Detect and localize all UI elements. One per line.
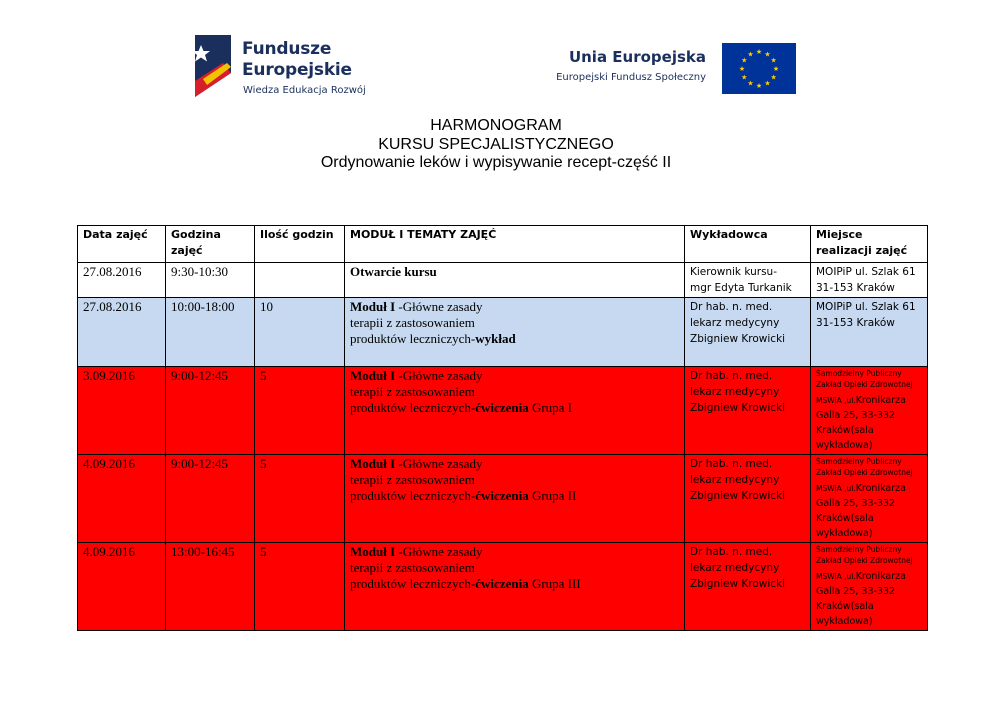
fundusze-line-2: Europejskie [242,60,352,80]
header-time: Godzina zajęć [166,226,255,263]
place-line: MSWiA ,ul. [816,572,856,581]
cell-place [811,367,928,455]
svg-text:★: ★ [770,56,777,65]
svg-text:★: ★ [755,82,763,90]
cell-place [811,298,928,367]
svg-text:★: ★ [741,73,748,82]
module-type: ćwiczenia [475,488,529,503]
module-text: terapii z zastosowaniem [350,472,475,487]
place-line: Kraków(sala [816,513,874,524]
place-line: Kronikarza [855,571,906,582]
lecturer-line: lekarz medycyny [690,386,780,398]
place-line: 31-153 Kraków [816,317,895,329]
cell-hours: 5 [255,543,345,631]
heading-line-3: Ordynowanie leków i wypisywanie recept-część II [320,154,672,171]
lecturer-line: mgr Edyta Turkanik [690,282,792,294]
module-text: produktów leczniczych- [350,400,476,415]
place-line: Kraków(sala [816,425,874,436]
module-text: -Główne zasady [395,368,483,383]
heading-line-1: HARMONOGRAM [430,117,562,134]
cell-time: 10:00-18:00 [166,298,255,367]
place-line: Zakład Opieki Zdrowotnej [816,380,913,389]
place-line: Samodzielny Publiczny [816,457,902,466]
lecturer-line: Zbigniew Krowicki [690,402,786,414]
place-line: Kraków(sala [816,601,874,612]
module-text: produktów leczniczych- [350,331,476,346]
lecturer-line: Dr hab. n. med. [690,370,773,382]
header-lecturer: Wykładowca [685,226,811,263]
place-line: Zakład Opieki Zdrowotnej [816,556,913,565]
module-text: terapii z zastosowaniem [350,315,475,330]
place-line: MSWiA ,ul. [816,396,856,405]
cell-date: 27.08.2016 [78,298,166,367]
module-bold: Moduł I [350,299,396,314]
module-bold: Moduł I [350,368,396,383]
place-line: 31-153 Kraków [816,282,895,294]
place-line: wykładowa) [816,616,873,627]
place-line: MOIPiP ul. Szlak 61 [816,266,916,278]
cell-lecturer [685,455,811,543]
ue-title: Unia Europejska [568,48,706,66]
cell-hours: 5 [255,455,345,543]
cell-lecturer [685,367,811,455]
module-bold: Moduł I [350,544,396,559]
lecturer-line: Kierownik kursu- [690,266,777,278]
module-type: wykład [475,331,516,346]
table-row [78,298,928,367]
place-line: wykładowa) [816,528,873,539]
lecturer-line: Dr hab. n. med. [690,458,773,470]
lecturer-line: lekarz medycyny [690,317,780,329]
svg-text:★: ★ [764,79,771,88]
fundusze-subtitle: Wiedza Edukacja Rozwój [243,85,366,96]
module-title: Otwarcie kursu [350,264,437,279]
lecturer-line: lekarz medycyny [690,562,780,574]
cell-hours [255,263,345,298]
svg-text:★: ★ [764,50,771,59]
cell-module [345,367,685,455]
svg-text:★: ★ [747,50,754,59]
cell-lecturer [685,298,811,367]
heading-line-2: KURSU SPECJALISTYCZNEGO [378,135,614,153]
cell-time: 9:00-12:45 [166,455,255,543]
cell-date: 4.09.2016 [78,543,166,631]
header-hours: Ilość godzin [255,226,345,263]
header-date: Data zajęć [78,226,166,263]
place-line: Galla 25, 33-332 [816,498,896,509]
cell-place [811,263,928,298]
svg-text:★: ★ [772,65,780,73]
place-line: Samodzielny Publiczny [816,545,902,554]
module-group: Grupa III [528,576,581,591]
ue-subtitle: Europejski Fundusz Społeczny [556,72,706,83]
module-bold: Moduł I [350,456,396,471]
document-heading [0,117,992,173]
header-module: MODUŁ I TEMATY ZAJĘĆ [345,226,685,263]
header-row [78,226,928,263]
place-line: Galla 25, 33-332 [816,410,896,421]
lecturer-line: Zbigniew Krowicki [690,578,786,590]
svg-text:★: ★ [738,65,746,73]
module-text: produktów leczniczych- [350,576,476,591]
table-row [78,367,928,455]
cell-lecturer [685,543,811,631]
cell-hours: 5 [255,367,345,455]
table-row [78,543,928,631]
lecturer-line: Dr hab. n. med. [690,546,773,558]
cell-module [345,298,685,367]
table-row [78,455,928,543]
lecturer-line: Zbigniew Krowicki [690,490,786,502]
cell-place [811,455,928,543]
cell-time: 9:00-12:45 [166,367,255,455]
cell-date: 3.09.2016 [78,367,166,455]
place-line: MOIPiP ul. Szlak 61 [816,301,916,313]
place-line: Kronikarza [855,395,906,406]
cell-module [345,263,685,298]
cell-hours: 10 [255,298,345,367]
table-row [78,263,928,298]
cell-module [345,543,685,631]
svg-text:★: ★ [755,48,763,56]
place-line: Samodzielny Publiczny [816,369,902,378]
lecturer-line: Zbigniew Krowicki [690,333,786,345]
svg-text:★: ★ [770,73,777,82]
module-text: -Główne zasady [395,299,483,314]
schedule-table [77,225,928,631]
lecturer-line: lekarz medycyny [690,474,780,486]
fundusze-europejskie-mark-icon [193,33,233,99]
cell-lecturer [685,263,811,298]
svg-text:★: ★ [747,79,754,88]
place-line: Galla 25, 33-332 [816,586,896,597]
svg-text:★: ★ [741,56,748,65]
cell-place [811,543,928,631]
eu-flag-icon [722,43,796,94]
cell-time: 9:30-10:30 [166,263,255,298]
module-type: ćwiczenia [475,400,529,415]
cell-module [345,455,685,543]
module-group: Grupa I [528,400,573,415]
place-line: Zakład Opieki Zdrowotnej [816,468,913,477]
module-type: ćwiczenia [475,576,529,591]
place-line: MSWiA ,ul. [816,484,856,493]
fundusze-line-1: Fundusze [242,39,332,59]
module-text: -Główne zasady [395,544,483,559]
cell-time: 13:00-16:45 [166,543,255,631]
lecturer-line: Dr hab. n. med. [690,301,773,313]
place-line: Kronikarza [855,483,906,494]
module-text: terapii z zastosowaniem [350,384,475,399]
fundusze-europejskie-logo [193,33,393,103]
module-group: Grupa II [528,488,577,503]
module-text: produktów leczniczych- [350,488,476,503]
module-text: terapii z zastosowaniem [350,560,475,575]
cell-date: 4.09.2016 [78,455,166,543]
header-place: Miejsce realizacji zajęć [811,226,928,263]
module-text: -Główne zasady [395,456,483,471]
cell-date: 27.08.2016 [78,263,166,298]
unia-europejska-logo [540,43,800,98]
place-line: wykładowa) [816,440,873,451]
